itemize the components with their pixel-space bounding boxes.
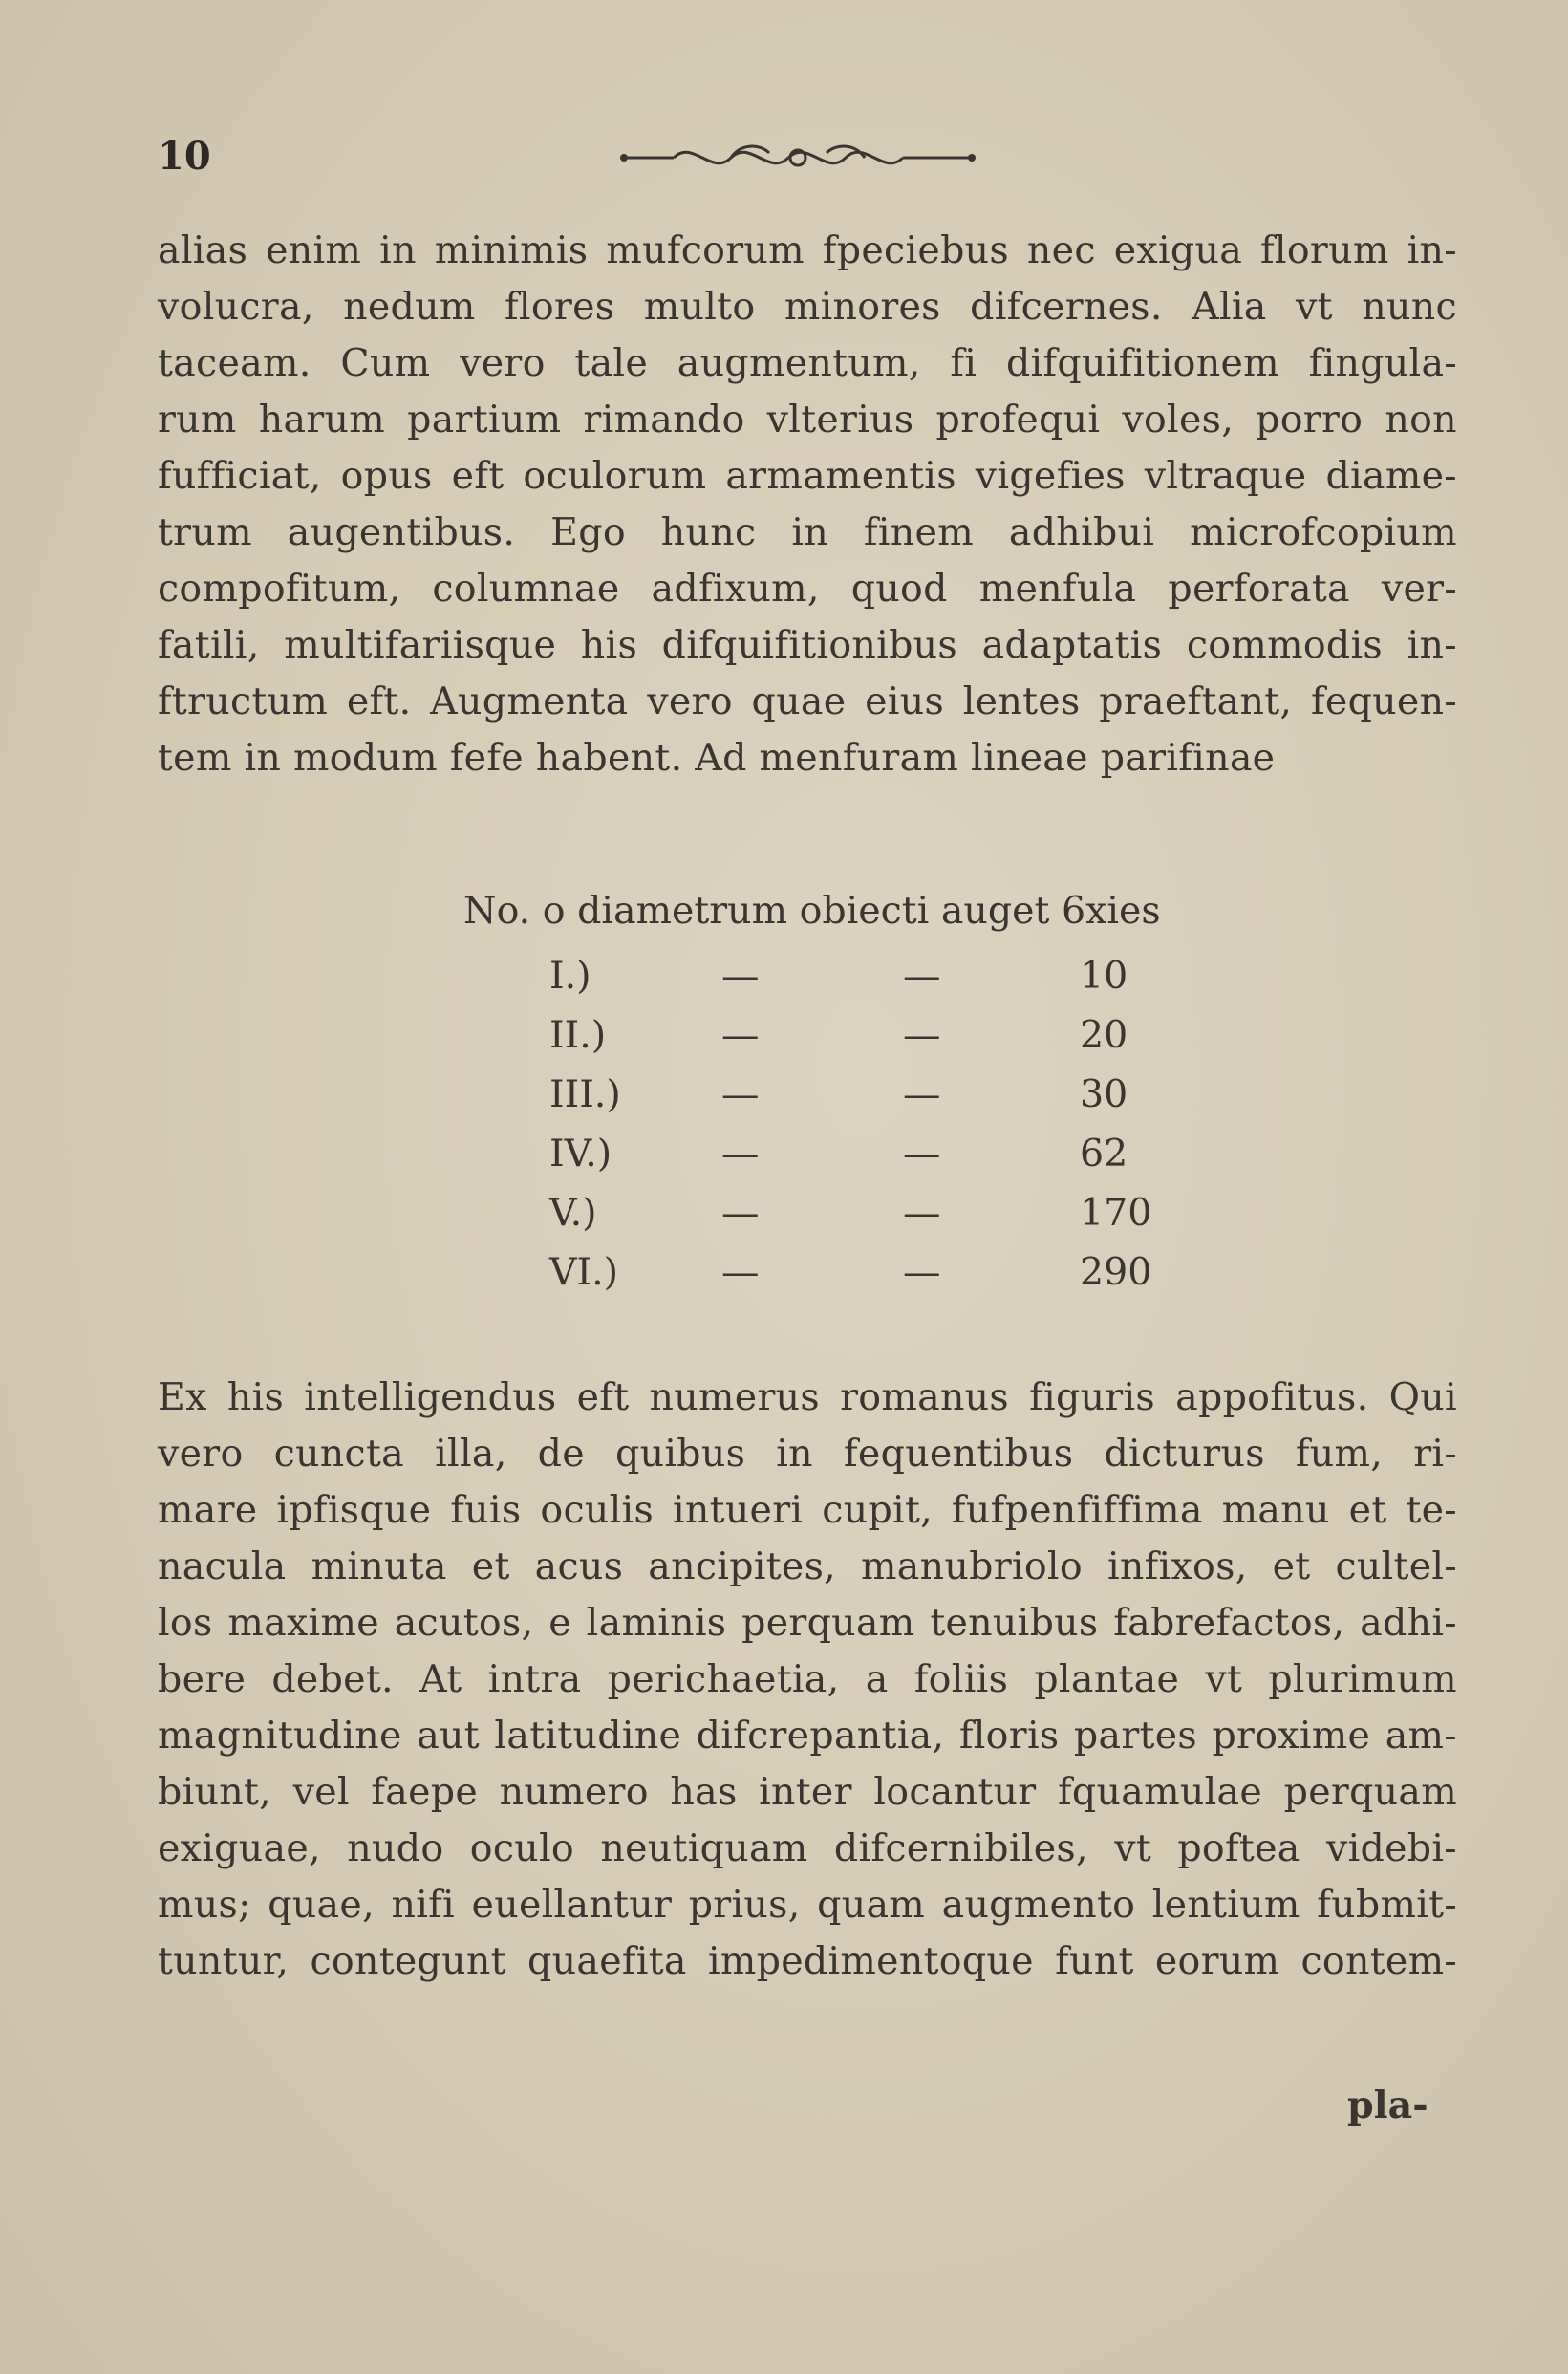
text-line	[158, 448, 1457, 505]
word: in-	[1407, 228, 1457, 272]
word: harum	[258, 398, 386, 442]
word: in	[791, 510, 829, 554]
word: cuncta	[273, 1432, 404, 1476]
text-line	[158, 505, 1457, 561]
word: quod	[850, 567, 948, 611]
text-line	[158, 1482, 1457, 1539]
word: menfula	[978, 567, 1137, 611]
word: fequen-	[1310, 680, 1457, 723]
word: appofitus.	[1175, 1375, 1369, 1419]
table-row	[549, 1250, 1180, 1309]
word: columnae	[432, 567, 620, 611]
row-dash: —	[903, 954, 941, 998]
word: fuis	[450, 1488, 522, 1532]
paragraph-1	[158, 223, 1457, 787]
word: fubmit-	[1317, 1883, 1457, 1927]
row-value: 20	[1080, 1013, 1128, 1057]
word: plurimum	[1268, 1657, 1457, 1701]
word: maxime	[227, 1601, 379, 1645]
word: quae,	[268, 1883, 375, 1927]
word: mus;	[158, 1883, 251, 1927]
word: perichaetia,	[607, 1657, 840, 1701]
word: proxime	[1212, 1714, 1371, 1758]
word: intueri	[672, 1488, 804, 1532]
page-number: 10	[158, 134, 211, 179]
word: am-	[1385, 1714, 1457, 1758]
catchword: pla-	[1347, 2083, 1428, 2127]
word: mufcorum	[606, 228, 805, 272]
text-line	[158, 1708, 1457, 1764]
word: difcernes.	[970, 285, 1163, 329]
word: prius,	[688, 1883, 801, 1927]
text-line	[158, 1764, 1457, 1821]
row-number: II.)	[549, 1013, 607, 1057]
word: adhi-	[1360, 1601, 1457, 1645]
word: et	[1348, 1488, 1387, 1532]
word: in-	[1407, 623, 1457, 667]
word: eft	[576, 1375, 630, 1419]
word: adfixum,	[651, 567, 820, 611]
word: fatili,	[158, 623, 260, 667]
word: lentium	[1151, 1883, 1300, 1927]
word: manubriolo	[861, 1544, 1083, 1588]
word: minuta	[311, 1544, 447, 1588]
word: los	[158, 1601, 213, 1645]
text-line	[158, 1821, 1457, 1877]
word: commodis	[1186, 623, 1383, 667]
word: non	[1385, 398, 1457, 442]
text-line: tem in modum fefe habent. Ad menfuram lineae parifinae	[158, 736, 1276, 780]
text-line	[158, 1426, 1457, 1482]
row-dash: —	[903, 1013, 941, 1057]
word: difquifitionibus	[661, 623, 957, 667]
word: volucra,	[158, 285, 314, 329]
word: dicturus	[1104, 1432, 1265, 1476]
word: ancipites,	[648, 1544, 837, 1588]
row-dash: —	[903, 1072, 941, 1116]
word: difquifitionem	[1005, 341, 1279, 385]
word: rum	[158, 398, 237, 442]
word: vt	[1296, 285, 1333, 329]
word: latitudine	[494, 1714, 682, 1758]
word: et	[471, 1544, 510, 1588]
word: vero	[647, 680, 733, 723]
word: infixos,	[1106, 1544, 1248, 1588]
word: eft	[451, 454, 505, 498]
word: eius	[865, 680, 945, 723]
word: partium	[407, 398, 562, 442]
word: fpeciebus	[822, 228, 1009, 272]
word: nec	[1026, 228, 1096, 272]
word: augmento	[941, 1883, 1136, 1927]
word: et	[1272, 1544, 1311, 1588]
word: vero	[460, 341, 546, 385]
paragraph-2	[158, 1370, 1457, 1990]
word: Ego	[550, 510, 626, 554]
row-dash: —	[721, 1072, 760, 1116]
row-value: 62	[1080, 1132, 1128, 1176]
row-dash: —	[721, 1013, 760, 1057]
word: diame-	[1325, 454, 1457, 498]
word: praeftant,	[1099, 680, 1293, 723]
word: Qui	[1388, 1375, 1457, 1419]
word: microfcopium	[1190, 510, 1457, 554]
row-dash: —	[721, 954, 760, 998]
word: quae	[751, 680, 847, 723]
word: armamentis	[725, 454, 956, 498]
word: adhibui	[1008, 510, 1155, 554]
row-number: III.)	[549, 1072, 621, 1116]
word: perquam	[1283, 1770, 1457, 1814]
word: his	[226, 1375, 285, 1419]
row-value: 10	[1080, 954, 1128, 998]
table-row	[549, 1191, 1180, 1250]
row-value: 30	[1080, 1072, 1128, 1116]
text-line	[158, 1595, 1457, 1651]
word: faepe	[371, 1770, 479, 1814]
text-line	[158, 223, 1457, 279]
row-dash: —	[903, 1191, 941, 1235]
word: in	[379, 228, 417, 272]
word: poftea	[1177, 1826, 1300, 1870]
word: contem-	[1300, 1939, 1457, 1983]
word: nacula	[158, 1544, 287, 1588]
row-number: V.)	[549, 1191, 597, 1235]
word: Ex	[158, 1375, 207, 1419]
word: fufficiat,	[158, 454, 322, 498]
word: partes	[1073, 1714, 1197, 1758]
text-line	[158, 561, 1457, 617]
word: fum,	[1295, 1432, 1384, 1476]
word: illa,	[435, 1432, 507, 1476]
word: fufpenfiffima	[951, 1488, 1203, 1532]
word: acus	[534, 1544, 624, 1588]
word: euellantur	[471, 1883, 673, 1927]
word: fi	[950, 341, 977, 385]
text-line	[158, 279, 1457, 335]
word: vt	[1114, 1826, 1151, 1870]
word: oculis	[540, 1488, 655, 1532]
word: multifariisque	[284, 623, 557, 667]
word: floris	[958, 1714, 1060, 1758]
word: oculorum	[523, 454, 707, 498]
word: vt	[1205, 1657, 1243, 1701]
word: oculo	[469, 1826, 575, 1870]
word: finem	[863, 510, 974, 554]
word: vlterius	[766, 398, 914, 442]
word: acutos,	[394, 1601, 534, 1645]
word: exiguae,	[158, 1826, 321, 1870]
text-line	[158, 392, 1457, 448]
word: difcernibiles,	[833, 1826, 1088, 1870]
word: fabrefactos,	[1113, 1601, 1345, 1645]
word: hunc	[660, 510, 757, 554]
word: has	[670, 1770, 738, 1814]
word: perforata	[1168, 567, 1350, 611]
word: fquamulae	[1058, 1770, 1263, 1814]
word: quibus	[615, 1432, 746, 1476]
word: videbi-	[1325, 1826, 1457, 1870]
page-header	[158, 134, 1457, 191]
text-line	[158, 617, 1457, 674]
word: porro	[1256, 398, 1364, 442]
word: neutiquam	[600, 1826, 808, 1870]
table-row	[549, 954, 1180, 1013]
word: Cum	[340, 341, 431, 385]
word: Augmenta	[430, 680, 629, 723]
word: minores	[784, 285, 941, 329]
word: numero	[499, 1770, 649, 1814]
word: his	[580, 623, 638, 667]
table-row	[549, 1072, 1180, 1132]
word: nudo	[347, 1826, 444, 1870]
text-line	[158, 1877, 1457, 1933]
word: ipfisque	[276, 1488, 432, 1532]
word: debet.	[271, 1657, 394, 1701]
word: aut	[417, 1714, 480, 1758]
word: numerus	[649, 1375, 820, 1419]
word: biunt,	[158, 1770, 272, 1814]
word: mare	[158, 1488, 258, 1532]
word: tale	[574, 341, 649, 385]
word: minimis	[434, 228, 589, 272]
word: locantur	[873, 1770, 1037, 1814]
word: te-	[1406, 1488, 1457, 1532]
row-value: 170	[1080, 1191, 1152, 1235]
word: tuntur,	[158, 1939, 290, 1983]
word: ri-	[1413, 1432, 1457, 1476]
word: Alia	[1192, 285, 1267, 329]
word: funt	[1055, 1939, 1134, 1983]
word: quaefita	[527, 1939, 687, 1983]
row-dash: —	[903, 1250, 941, 1294]
word: e	[548, 1601, 571, 1645]
row-number: I.)	[549, 954, 591, 998]
word: taceam.	[158, 341, 311, 385]
word: vero	[158, 1432, 244, 1476]
row-dash: —	[721, 1191, 760, 1235]
word: At	[419, 1657, 462, 1701]
printer-ornament-icon	[616, 134, 979, 182]
word: perquam	[741, 1601, 915, 1645]
row-dash: —	[903, 1132, 941, 1176]
word: multo	[643, 285, 756, 329]
word: bere	[158, 1657, 247, 1701]
word: eorum	[1154, 1939, 1280, 1983]
word: profequi	[935, 398, 1101, 442]
word: fingula-	[1308, 341, 1457, 385]
word: compofitum,	[158, 567, 401, 611]
word: de	[537, 1432, 585, 1476]
word: laminis	[586, 1601, 727, 1645]
word: vltraque	[1144, 454, 1307, 498]
word: augentibus.	[287, 510, 516, 554]
word: magnitudine	[158, 1714, 402, 1758]
word: ver-	[1381, 567, 1457, 611]
word: plantae	[1034, 1657, 1180, 1701]
word: foliis	[913, 1657, 1009, 1701]
word: contegunt	[310, 1939, 506, 1983]
word: vel	[292, 1770, 350, 1814]
word: nunc	[1362, 285, 1457, 329]
word: cupit,	[822, 1488, 933, 1532]
row-number: VI.)	[549, 1250, 619, 1294]
word: fequentibus	[844, 1432, 1074, 1476]
word: enim	[266, 228, 362, 272]
word: nifi	[391, 1883, 455, 1927]
word: alias	[158, 228, 248, 272]
word: figuris	[1029, 1375, 1156, 1419]
word: voles,	[1122, 398, 1235, 442]
word: intelligendus	[304, 1375, 557, 1419]
word: opus	[340, 454, 433, 498]
word: difcrepantia,	[696, 1714, 945, 1758]
word: augmentum,	[677, 341, 921, 385]
word: romanus	[840, 1375, 1009, 1419]
word: intra	[487, 1657, 582, 1701]
word: nedum	[343, 285, 476, 329]
text-line	[158, 1651, 1457, 1708]
table-row	[549, 1132, 1180, 1191]
text-line	[158, 1370, 1457, 1426]
row-value: 290	[1080, 1250, 1152, 1294]
word: quam	[817, 1883, 926, 1927]
table-row	[549, 1013, 1180, 1072]
word: tenuibus	[930, 1601, 1099, 1645]
row-dash: —	[721, 1250, 760, 1294]
row-dash: —	[721, 1132, 760, 1176]
word: vigefies	[975, 454, 1126, 498]
row-number: IV.)	[549, 1132, 612, 1176]
word: exigua	[1113, 228, 1243, 272]
word: impedimentoque	[707, 1939, 1034, 1983]
word: lentes	[962, 680, 1081, 723]
word: a	[865, 1657, 889, 1701]
word: eft.	[346, 680, 412, 723]
word: in	[776, 1432, 813, 1476]
text-line	[158, 1539, 1457, 1595]
word: cultel-	[1335, 1544, 1457, 1588]
table-header: No. o diametrum obiecti auget 6xies	[463, 889, 1161, 933]
word: rimando	[583, 398, 745, 442]
word: adaptatis	[981, 623, 1163, 667]
text-line	[158, 674, 1457, 730]
word: florum	[1260, 228, 1389, 272]
word: inter	[759, 1770, 852, 1814]
word: flores	[504, 285, 615, 329]
text-line	[158, 1933, 1457, 1990]
word: ftructum	[158, 680, 329, 723]
text-line	[158, 335, 1457, 392]
word: manu	[1221, 1488, 1330, 1532]
word: trum	[158, 510, 252, 554]
